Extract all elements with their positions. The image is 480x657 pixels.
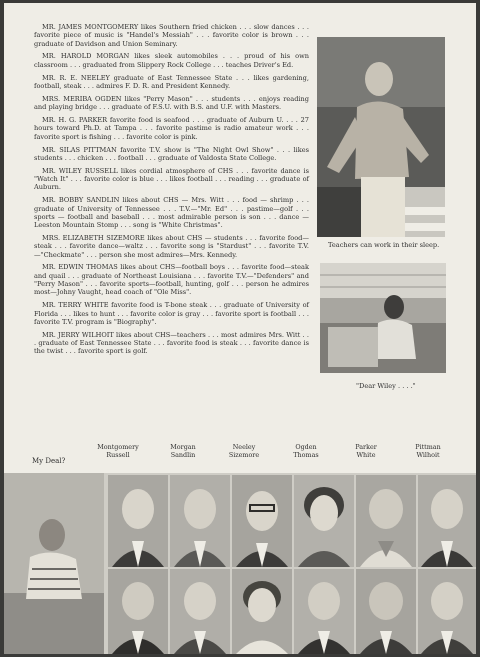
entry-pittman: MR. SILAS PITTMAN favorite T.V. show is "The Night Owl Show" . . . likes students . . . chicken . . . football . . . graduate of Valdosta State College. bbox=[34, 145, 309, 162]
portrait-parker bbox=[356, 475, 416, 567]
column-header-2 bbox=[153, 443, 213, 459]
column-header-5 bbox=[336, 443, 396, 459]
entry-sizemore: MRS. ELIZABETH SIZEMORE likes about CHS — students . . . favorite food—steak . . . favorite dance—waltz . . . favorite song is "Stardust" . . . favorite T.V.—"Checkmate" . . . person she most admires—Mrs. Kennedy. bbox=[34, 233, 309, 259]
portrait-ogden bbox=[294, 475, 354, 567]
entry-wilhoit: MR. JERRY WILHOIT likes about CHS—teachers . . . most admires Mrs. Witt . . . graduate of East Tennessee State . . . favorite food is steak . . . favorite dance is the twist . . . favorite sport is golf. bbox=[34, 330, 309, 356]
header-name-top: Pittman bbox=[415, 443, 441, 451]
header-name-top: Morgan bbox=[170, 443, 196, 451]
header-name-top: Neeley bbox=[232, 443, 256, 451]
portrait-sizemore bbox=[232, 569, 292, 654]
header-name-bottom: White bbox=[356, 451, 376, 459]
entry-parker: MR. H. G. PARKER favorite food is seafood . . . graduate of Auburn U. . . . 27 hours toward Ph.D. at Tampa . . . favorite pastime is radio amateur work . . . favorite sport is fishing . . . favorite color is pink. bbox=[34, 116, 309, 141]
entry-neeley: MR. R. E. NEELEY graduate of East Tennessee State . . . likes gardening, football, steak . . . admires F. D. R. and President Kennedy. bbox=[34, 73, 309, 90]
teacher-working-photo bbox=[317, 37, 445, 237]
portrait-thomas bbox=[294, 569, 354, 654]
column-header-4 bbox=[276, 443, 336, 459]
entry-montgomery: MR. JAMES MONTGOMERY likes Southern fried chicken . . . slow dances . . . favorite piece of music is "Handel's Messiah" . . . favorite color is brown . . . graduate of Davidson and Union Seminary. bbox=[34, 23, 309, 48]
entry-morgan: MR. HAROLD MORGAN likes sleek automobiles . . . proud of his own classroom . . . graduated from Slippery Rock College . . . teaches Driver's Ed. bbox=[34, 52, 309, 69]
candid-teacher-photo bbox=[4, 473, 104, 654]
header-name-top: Parker bbox=[355, 443, 377, 451]
entry-sandlin: MR. BOBBY SANDLIN likes about CHS — Mrs. Witt . . . food — shrimp . . . graduate of University of Tennessee . . . T.V.—"Mr. Ed" . . . pastime—golf . . . sports — football and baseball . . . most admirable person is son . . . dance — Leeston Mountain Stomp . . . song is "White Christmas". bbox=[34, 196, 309, 230]
dear-wiley-photo bbox=[320, 263, 446, 373]
entry-russell: MR. WILEY RUSSELL likes cordial atmosphere of CHS . . . favorite dance is "Watch It" . . . favorite color is blue . . . likes football . . . reading . . . graduate of Auburn. bbox=[34, 166, 309, 192]
portrait-white bbox=[356, 569, 416, 654]
entry-thomas: MR. EDWIN THOMAS likes about CHS—football boys . . . favorite food—steak and quail . . . graduate of Northeast Louisiana . . . favorite T.V.—"Defenders" and "Perry Mason" . . . favorite sports—football, hunting, golf . . . person he admires most—Johny Vaught, head coach of "Ole Miss". bbox=[34, 263, 309, 297]
header-name-bottom: Wilhoit bbox=[416, 451, 440, 459]
entry-ogden: MRS. MERIBA OGDEN likes "Perry Mason" . . . students . . . enjoys reading and playing bridge . . . graduate of F.S.U. with B.S. and U.F. with Masters. bbox=[34, 94, 309, 112]
faculty-entries bbox=[34, 23, 309, 360]
photo1-caption: Teachers can work in their sleep. bbox=[328, 241, 440, 249]
portrait-wilhoit bbox=[418, 569, 476, 654]
column-header-6 bbox=[398, 443, 458, 459]
header-name-bottom: Sizemore bbox=[228, 451, 260, 459]
column-header-3 bbox=[214, 443, 274, 459]
header-name-bottom: Thomas bbox=[293, 451, 319, 459]
portrait-neeley bbox=[232, 475, 292, 567]
header-name-top: Ogden bbox=[295, 443, 317, 451]
my-deal-caption: My Deal? bbox=[32, 457, 66, 465]
portrait-sandlin bbox=[170, 569, 230, 654]
portrait-montgomery bbox=[108, 475, 168, 567]
yearbook-page bbox=[4, 3, 476, 654]
portrait-russell bbox=[108, 569, 168, 654]
header-name-top: Montgomery bbox=[97, 443, 139, 451]
photo2-caption: "Dear Wiley . . . ." bbox=[356, 382, 416, 390]
header-name-bottom: Sandlin bbox=[170, 451, 196, 459]
column-header-1 bbox=[88, 443, 148, 459]
entry-white: MR. TERRY WHITE favorite food is T-bone steak . . . graduate of University of Florida . . . likes to hunt . . . favorite color is gray . . . favorite sport is football . . . favorite T.V. program is "Biography". bbox=[34, 301, 309, 326]
header-name-bottom: Russell bbox=[106, 451, 130, 459]
portrait-pittman bbox=[418, 475, 476, 567]
portrait-morgan bbox=[170, 475, 230, 567]
